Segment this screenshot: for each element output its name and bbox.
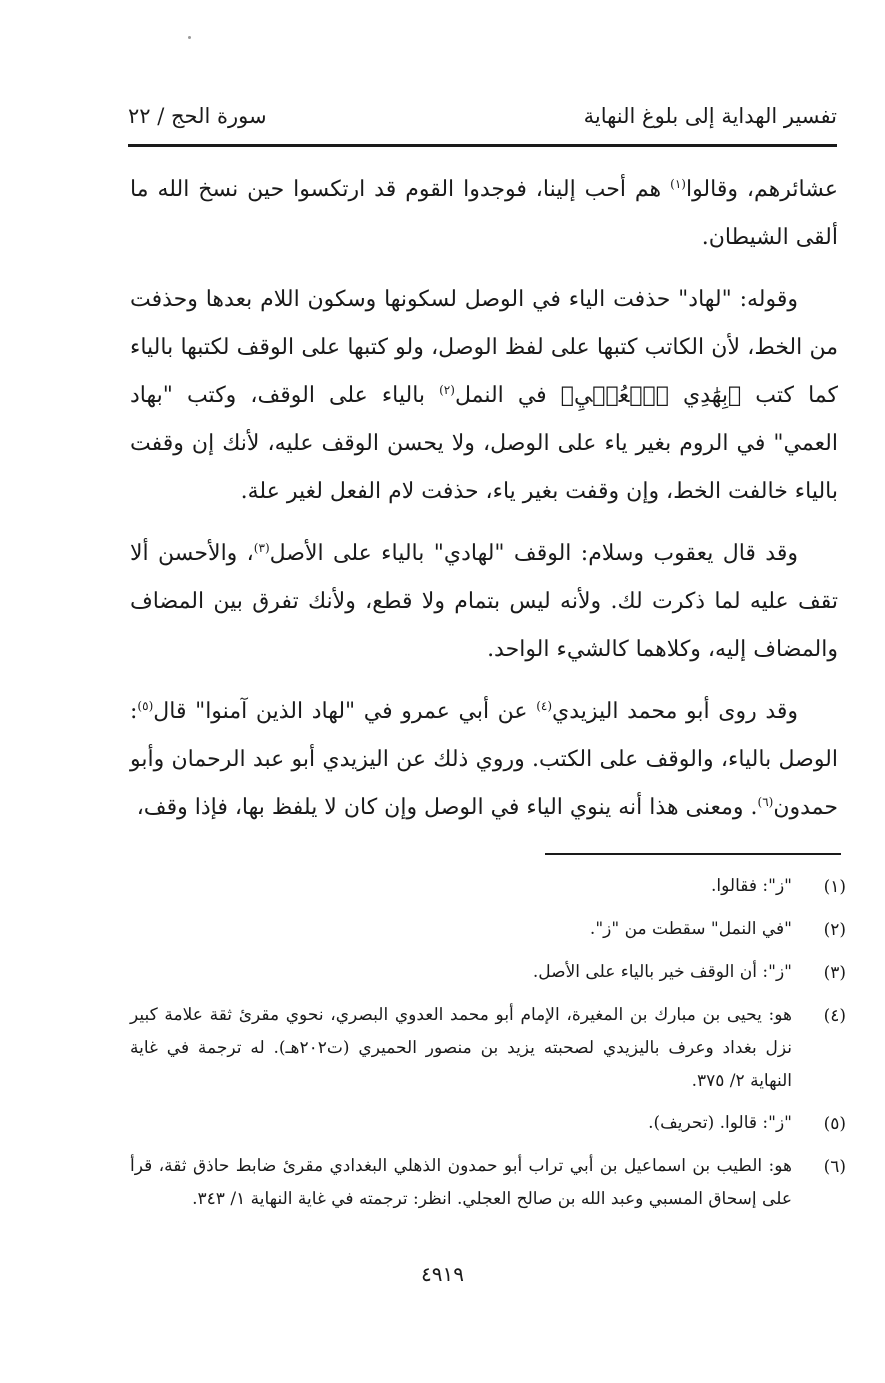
footnote-number: (٢) <box>823 920 846 940</box>
footnote-ref: (٦) <box>757 795 774 809</box>
footnote-text: "ز": قالوا. (تحريف). <box>648 1113 792 1133</box>
text-run: ، والأحسن ألا تقف عليه لما ذكرت لك. ولأنه ليس بتمام ولا قطع، ولأنك تفرق بين المضاف والمضاف إليه، وكلاهما كالشيء الواحد. <box>130 541 838 662</box>
footnote-number: (٦) <box>823 1157 846 1177</box>
header-rule <box>128 144 837 147</box>
paragraph <box>130 688 838 832</box>
book-title: تفسير الهداية إلى بلوغ النهاية <box>583 104 837 128</box>
footnote <box>130 1150 846 1216</box>
footnote-ref: (٥) <box>137 699 154 713</box>
footnote <box>130 1107 846 1141</box>
text-run: . ومعنى هذا أنه ينوي الياء في الوصل وإن كان لا يلفظ بها، فإذا وقف، <box>136 795 758 820</box>
footnote-text: هو: الطيب بن اسماعيل بن أبي تراب أبو حمدون الذهلي البغدادي مقرئ ضابط حاذق ثقة، قرأ على إسحاق المسبي وعبد الله بن صالح العجلي. انظر: ترجمته في غاية النهاية ١/ ٣٤٣. <box>130 1156 792 1209</box>
footnotes <box>130 870 846 1225</box>
footnote-number: (٣) <box>823 963 846 983</box>
footnote <box>130 870 846 904</box>
running-header <box>128 104 837 144</box>
footnote-ref: (٢) <box>439 383 455 397</box>
text-run: وقد روى أبو محمد اليزيدي <box>552 699 799 724</box>
page-number: ٤٩١٩ <box>421 1262 464 1286</box>
footnote-number: (٥) <box>823 1114 846 1134</box>
paragraph <box>130 166 838 262</box>
surah-label: سورة الحج / ٢٢ <box>128 104 267 128</box>
footnote-ref: (٣) <box>253 541 270 555</box>
footnote-number: (١) <box>823 877 846 897</box>
footnote-ref: (١) <box>670 177 686 191</box>
footnote <box>130 956 846 990</box>
text-run: هم أحب إلينا، فوجدوا القوم قد ارتكسوا حين نسخ الله ما ألقى الشيطان. <box>130 177 838 250</box>
text-run: وقوله: "لهاد" حذفت الياء في الوصل لسكونها وسكون اللام بعدها وحذفت من الخط، لأن الكاتب كتبها على لفظ الوصل، ولو كتبها على الوقف لكتبها بالياء كما كتب ﴿بِهَٰدِي ٱلۡعُمۡيِ﴾ في النمل <box>130 287 838 408</box>
scan-speck <box>188 36 191 39</box>
footnote-ref: (٤) <box>536 699 553 713</box>
footnote-text: هو: يحيى بن مبارك بن المغيرة، الإمام أبو محمد العدوي البصري، نحوي مقرئ ثقة علامة كبير نزل بغداد وعرف باليزيدي لصحبته يزيد بن منصور الحميري (ت٢٠٢هـ). له ترجمة في غاية النهاية ٢/ ٣٧٥. <box>130 1005 793 1091</box>
text-run: : الوصل بالياء، والوقف على الكتب. وروي ذلك عن اليزيدي أبو عبد الرحمان وأبو حمدون <box>130 699 838 820</box>
text-run: عن أبي عمرو في "لهاد الذين آمنوا" قال <box>153 699 537 724</box>
text-run: عشائرهم، وقالوا <box>685 177 838 202</box>
text-run: وقد قال يعقوب وسلام: الوقف "لهادي" بالياء على الأصل <box>269 541 798 566</box>
footnote <box>130 913 846 947</box>
paragraph <box>130 530 838 674</box>
footnote-text: "ز": أن الوقف خير بالياء على الأصل. <box>532 962 792 982</box>
footnote-text: "ز": فقالوا. <box>711 876 792 896</box>
text-run: بالياء على الوقف، وكتب "بهاد العمي" في الروم بغير ياء على الوصل، ولا يحسن الوقف عليه، لأنك إن وقفت بالياء خالفت الخط، وإن وقفت بغير ياء، حذفت لام الفعل لغير علة. <box>130 383 838 504</box>
footnote-number: (٤) <box>823 1006 846 1026</box>
footnote-text: "في النمل" سقطت من "ز". <box>589 919 792 939</box>
footnote-rule <box>545 853 841 855</box>
main-text <box>130 166 838 846</box>
footnote <box>130 999 846 1098</box>
paragraph <box>130 276 838 516</box>
